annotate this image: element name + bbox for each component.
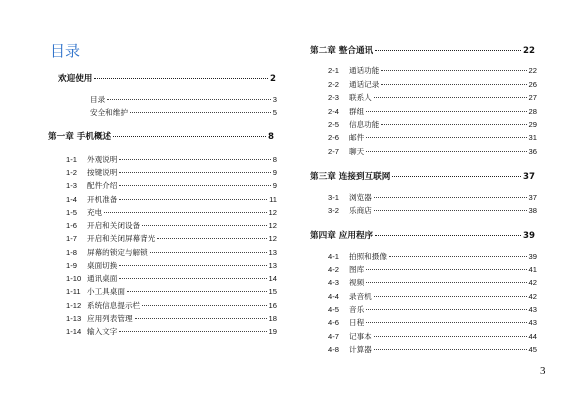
item-page: 11 (269, 195, 277, 204)
item-number: 1-6 (66, 221, 77, 230)
item-page: 5 (272, 108, 277, 117)
item-text: 日程 (349, 318, 365, 327)
item-number: 2-1 (328, 66, 339, 75)
item-page: 36 (528, 147, 537, 156)
dot-leader (130, 112, 271, 113)
item-text: 系统信息提示栏 (87, 301, 141, 310)
toc-item[interactable] (66, 154, 277, 166)
dot-leader (113, 136, 266, 137)
toc-item[interactable] (66, 167, 277, 179)
item-page: 31 (528, 133, 537, 142)
chapter-page: 22 (523, 46, 535, 56)
toc-item[interactable] (328, 205, 537, 217)
dot-leader (366, 322, 526, 323)
dot-leader (374, 210, 527, 211)
item-number: 1-13 (66, 314, 82, 323)
toc-item[interactable] (66, 233, 277, 245)
item-number: 4-6 (328, 318, 339, 327)
page-number: 3 (540, 365, 546, 377)
chapter-page: 37 (523, 172, 535, 182)
item-page: 13 (268, 248, 277, 257)
chapter-label: 第四章 应用程序 (310, 231, 374, 241)
dot-leader (135, 318, 267, 319)
toc-item[interactable] (328, 251, 537, 263)
dot-leader (142, 225, 266, 226)
item-text: 计算器 (349, 345, 372, 354)
item-number: 2-7 (328, 147, 339, 156)
item-number: 4-1 (328, 252, 339, 261)
chapter-page: 8 (268, 132, 274, 142)
item-number: 1-1 (66, 155, 77, 164)
item-text: 外观说明 (87, 155, 118, 164)
item-number: 1-3 (66, 181, 77, 190)
item-number: 3-1 (328, 193, 339, 202)
dot-leader (381, 124, 526, 125)
item-page: 42 (528, 292, 537, 301)
item-page: 29 (528, 120, 537, 129)
dot-leader (119, 185, 270, 186)
toc-item[interactable] (328, 146, 537, 158)
dot-leader (366, 269, 526, 270)
item-number: 4-8 (328, 345, 339, 354)
item-page: 12 (268, 234, 277, 243)
item-page: 28 (528, 107, 537, 116)
toc-item[interactable] (66, 260, 277, 272)
dot-leader (366, 282, 526, 283)
toc-item[interactable] (90, 94, 277, 106)
item-page: 12 (268, 221, 277, 230)
item-text: 浏览器 (349, 193, 372, 202)
item-text: 聊天 (349, 147, 365, 156)
item-page: 41 (528, 265, 537, 274)
item-number: 2-6 (328, 133, 339, 142)
toc-item[interactable] (66, 180, 277, 192)
item-text: 输入文字 (87, 327, 118, 336)
dot-leader (374, 97, 527, 98)
dot-leader (150, 252, 267, 253)
toc-item[interactable] (66, 220, 277, 232)
toc-item[interactable] (328, 344, 537, 356)
item-text: 录音机 (349, 292, 372, 301)
toc-item[interactable] (66, 300, 277, 312)
item-page: 14 (268, 274, 277, 283)
item-page: 19 (268, 327, 277, 336)
toc-item[interactable] (90, 107, 277, 119)
item-page: 39 (528, 252, 537, 261)
item-text: 配件介绍 (87, 181, 118, 190)
item-page: 12 (268, 208, 277, 217)
item-page: 38 (528, 206, 537, 215)
chapter-label: 第二章 整合通讯 (310, 46, 374, 56)
item-page: 45 (528, 345, 537, 354)
dot-leader (119, 278, 266, 279)
toc-item[interactable] (328, 79, 537, 91)
item-page: 26 (528, 80, 537, 89)
dot-leader (381, 70, 526, 71)
toc-item[interactable] (66, 273, 277, 285)
item-number: 1-8 (66, 248, 77, 257)
chapter-label: 欢迎使用 (58, 74, 93, 84)
toc-item[interactable] (328, 304, 537, 316)
dot-leader (119, 331, 266, 332)
chapter-label: 第三章 连接到互联网 (310, 172, 391, 182)
item-number: 2-2 (328, 80, 339, 89)
toc-item[interactable] (66, 207, 277, 219)
item-number: 1-11 (66, 287, 81, 296)
toc-chapter-3[interactable] (310, 170, 535, 182)
item-text: 通话记录 (349, 80, 380, 89)
dot-leader (366, 309, 526, 310)
toc-item[interactable] (328, 106, 537, 118)
item-text: 开机准备 (87, 195, 118, 204)
dot-leader (119, 265, 266, 266)
toc-chapter-welcome[interactable] (58, 72, 276, 84)
item-page: 44 (528, 332, 537, 341)
item-text: 通讯桌面 (87, 274, 118, 283)
toc-item[interactable] (328, 65, 537, 77)
item-page: 43 (528, 305, 537, 314)
dot-leader (389, 256, 527, 257)
item-text: 图库 (349, 265, 365, 274)
item-number: 4-7 (328, 332, 339, 341)
item-text: 屏幕的锁定与解锁 (87, 248, 148, 257)
item-page: 13 (268, 261, 277, 270)
item-text: 记事本 (349, 332, 372, 341)
item-text: 通话功能 (349, 66, 380, 75)
item-text: 桌面切换 (87, 261, 118, 270)
item-text: 开启和关闭设备 (87, 221, 141, 230)
dot-leader (375, 235, 521, 236)
item-number: 1-2 (66, 168, 77, 177)
item-text: 拍照和摄像 (349, 252, 387, 261)
item-text: 按键说明 (87, 168, 118, 177)
item-number: 1-5 (66, 208, 77, 217)
toc-item[interactable] (328, 192, 537, 204)
item-text: 乐商店 (349, 206, 372, 215)
chapter-page: 2 (270, 74, 276, 84)
page-title: 目录 (50, 42, 81, 60)
dot-leader (366, 137, 526, 138)
toc-item[interactable] (66, 326, 277, 338)
dot-leader (375, 50, 521, 51)
item-page: 27 (528, 93, 537, 102)
item-number: 1-7 (66, 234, 77, 243)
item-number: 4-2 (328, 265, 339, 274)
dot-leader (104, 212, 266, 213)
item-number: 4-4 (328, 292, 339, 301)
dot-leader (107, 99, 271, 100)
toc-item[interactable] (328, 331, 537, 343)
item-number: 1-10 (66, 274, 82, 283)
item-number: 4-3 (328, 278, 339, 287)
item-number: 2-4 (328, 107, 339, 116)
dot-leader (392, 176, 521, 177)
toc-chapter-2[interactable] (310, 44, 535, 56)
item-text: 充电 (87, 208, 103, 217)
dot-leader (374, 296, 527, 297)
toc-item[interactable] (66, 313, 277, 325)
item-page: 22 (528, 66, 537, 75)
item-page: 18 (268, 314, 277, 323)
toc-item[interactable] (328, 264, 537, 276)
dot-leader (127, 291, 267, 292)
item-page: 16 (268, 301, 277, 310)
item-page: 42 (528, 278, 537, 287)
toc-chapter-4[interactable] (310, 229, 535, 241)
toc-item[interactable] (328, 291, 537, 303)
item-text: 邮件 (349, 133, 365, 142)
item-page: 8 (272, 155, 277, 164)
toc-item[interactable] (66, 194, 277, 206)
item-page: 9 (272, 168, 277, 177)
item-text: 群组 (349, 107, 365, 116)
item-text: 信息功能 (349, 120, 380, 129)
item-page: 37 (528, 193, 537, 202)
dot-leader (366, 111, 526, 112)
item-number: 3-2 (328, 206, 339, 215)
toc-item[interactable] (66, 286, 277, 298)
dot-leader (119, 159, 270, 160)
item-number: 2-3 (328, 93, 339, 102)
toc-item[interactable] (328, 119, 537, 131)
toc-item[interactable] (328, 277, 537, 289)
dot-leader (142, 305, 266, 306)
chapter-page: 39 (523, 231, 535, 241)
dot-leader (119, 199, 267, 200)
dot-leader (374, 349, 527, 350)
toc-item[interactable] (328, 317, 537, 329)
item-text: 目录 (90, 95, 106, 104)
item-number: 1-12 (66, 301, 82, 310)
item-number: 2-5 (328, 120, 339, 129)
toc-chapter-1[interactable] (48, 130, 274, 142)
item-text: 视频 (349, 278, 365, 287)
item-number: 1-14 (66, 327, 82, 336)
dot-leader (366, 151, 526, 152)
dot-leader (374, 197, 527, 198)
item-page: 3 (272, 95, 277, 104)
item-text: 音乐 (349, 305, 365, 314)
toc-item[interactable] (66, 247, 277, 259)
item-text: 联系人 (349, 93, 372, 102)
toc-item[interactable] (328, 92, 537, 104)
item-number: 4-5 (328, 305, 339, 314)
dot-leader (94, 78, 268, 79)
item-text: 安全和维护 (90, 108, 128, 117)
chapter-label: 第一章 手机概述 (48, 132, 112, 142)
item-text: 应用列表管理 (87, 314, 133, 323)
item-page: 9 (272, 181, 277, 190)
item-page: 43 (528, 318, 537, 327)
item-text: 小工具桌面 (87, 287, 125, 296)
dot-leader (374, 336, 527, 337)
item-number: 1-9 (66, 261, 77, 270)
dot-leader (157, 238, 266, 239)
toc-item[interactable] (328, 132, 537, 144)
item-text: 开启和关闭屏幕背光 (87, 234, 156, 243)
dot-leader (119, 172, 270, 173)
dot-leader (381, 84, 526, 85)
item-number: 1-4 (66, 195, 77, 204)
item-page: 15 (268, 287, 277, 296)
